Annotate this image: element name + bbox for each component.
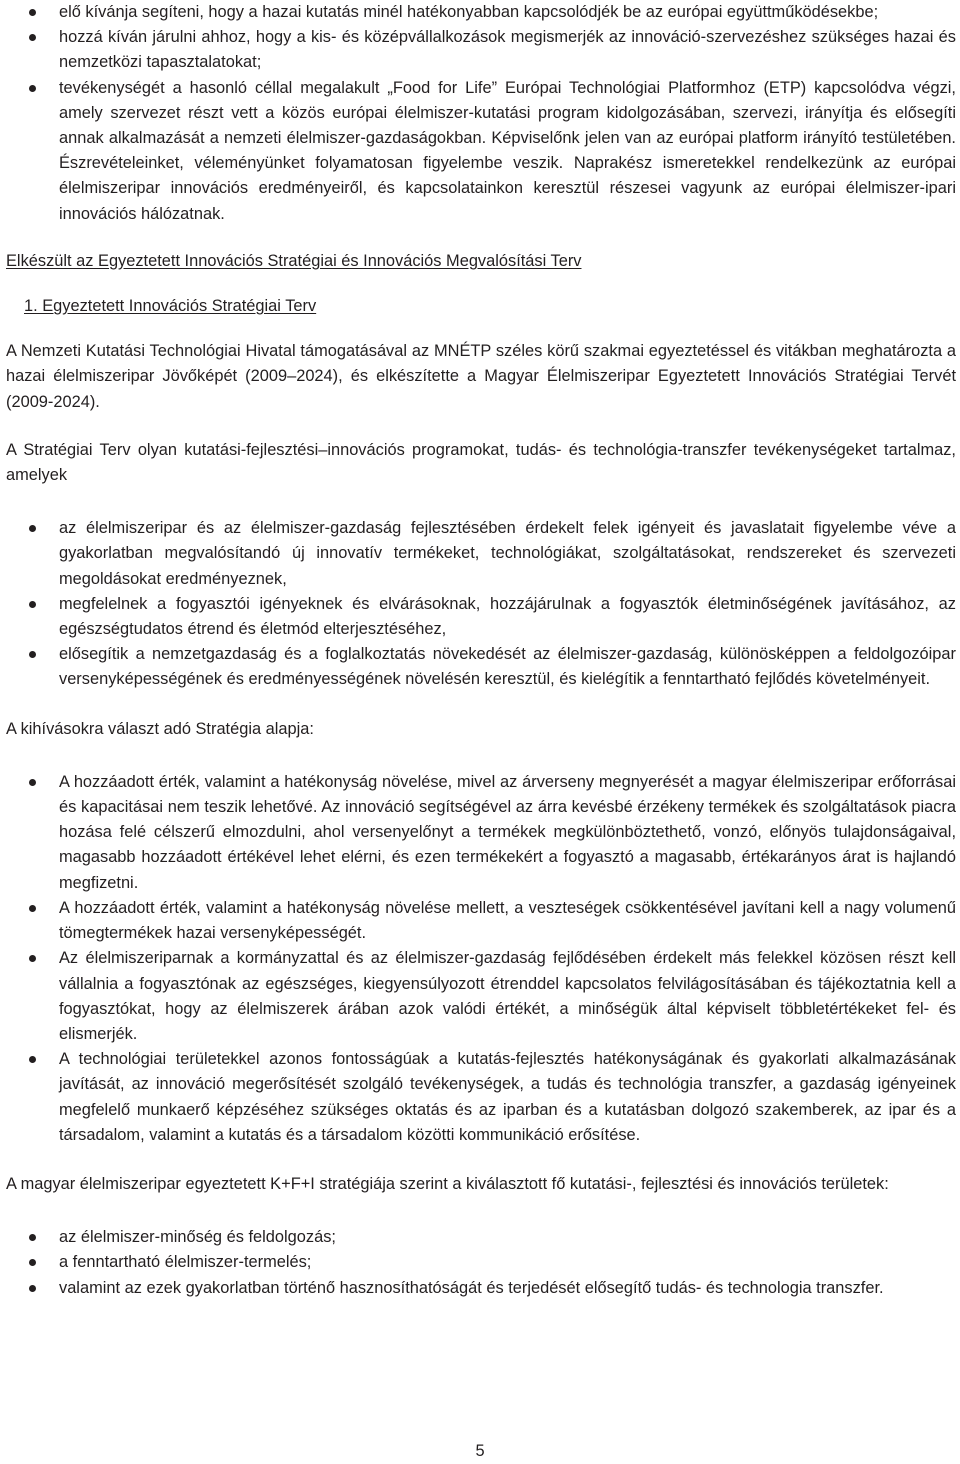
list-item: A hozzáadott érték, valamint a hatékonyság növelése, mivel az árverseny megnyerését a magyar élelmiszeripar erőforrásai és kapacitásai nem teszik lehetővé. Az innováció segítségével az árra kevésbé érzékeny termékek és szolgáltatások piacra hozása felé célszerű elmozdulni, ahol versenyelőnyt a termékek megkülönböztethető, vonzó, előnyös tulajdonságaival, magasabb hozzáadott értékével lehet elérni, és ezen termékekért a fogyasztó a magasabb, értékarányos árat is hajlandó megfizetni.	[6, 770, 956, 896]
list-item: A hozzáadott érték, valamint a hatékonyság növelése mellett, a veszteségek csökkentésével javítani kell a nagy volumenű tömegtermékek hazai versenyképességét.	[6, 896, 956, 946]
list-item: megfelelnek a fogyasztói igényeknek és elvárásoknak, hozzájárulnak a fogyasztók életminőségének javításához, az egészségtudatos étrend és életmód elterjesztéséhez,	[6, 592, 956, 642]
top-bullet-list	[6, 0, 956, 227]
page-number: 5	[475, 1442, 485, 1460]
list-item: A technológiai területekkel azonos fontosságúak a kutatás-fejlesztés hatékonyságának és gyakorlati alkalmazásának javítását, az innováció megerősítését szolgáló tevékenységek, a tudás és technológia transzfer, a gazdaság igényeinek megfelelő munkaerő képzéséhez szükséges oktatás és az iparban és a kutatásban dolgozó szakemberek, az ipar és a társadalom, valamint a kutatás és a társadalom közötti kommunikáció erősítése.	[6, 1047, 956, 1148]
list-item: tevékenységét a hasonló céllal megalakult „Food for Life” Európai Technológiai Platformhoz (ETP) kapcsolódva végzi, amely szervezet részt vett a közös európai élelmiszer-kutatási program kidolgozásában, szervezi, irányítja és elősegíti annak alkalmazását a nemzeti élelmiszer-gazdaságokban. Képviselőnk jelen van az európai platform irányító testületében. Észrevételeinket, véleményünket folyamatosan figyelembe veszik. Naprakész ismeretekkel rendelkezünk az európai élelmiszeripar innovációs eredményeiről, és kapcsolatainkon keresztül részesei vagyunk az európai élelmiszer-ipari innovációs hálózatnak.	[6, 76, 956, 227]
paragraph-strategy: A Stratégiai Terv olyan kutatási-fejlesztési–innovációs programokat, tudás- és technológia-transzfer tevékenységeket tartalmaz, amelyek	[6, 440, 956, 485]
list-item: elő kívánja segíteni, hogy a hazai kutatás minél hatékonyabban kapcsolódjék be az európai együttműködésekbe;	[6, 0, 956, 25]
list-item: hozzá kíván járulni ahhoz, hogy a kis- és középvállalkozások megismerjék az innováció-szervezéshez szükséges hazai és nemzetközi tapasztalatokat;	[6, 25, 956, 75]
basis-bullet-list	[6, 770, 956, 1148]
paragraph-research-areas: A magyar élelmiszeripar egyeztetett K+F+I stratégiája szerint a kiválasztott fő kutatási-, fejlesztési és innovációs területek:	[6, 1174, 889, 1193]
list-item: elősegítik a nemzetgazdaság és a foglalkoztatás növekedését az élelmiszer-gazdaság, különösképpen a feldolgozóipar versenyképességének és eredményességének növelésén keresztül, és kielégítik a fenntartható fejlődés követelményeit.	[6, 642, 956, 692]
document-page	[6, 0, 956, 1301]
section-heading: Elkészült az Egyeztetett Innovációs Stratégiai és Innovációs Megvalósítási Terv	[6, 251, 582, 270]
list-item: az élelmiszeripar és az élelmiszer-gazdaság fejlesztésében érdekelt felek igényeit és javaslatait figyelembe véve a gyakorlatban megvalósítandó új innovatív termékeket, technológiákat, szolgáltatásokat, rendszereket és szervezeti megoldásokat eredményeznek,	[6, 516, 956, 592]
strategy-bullet-list	[6, 516, 956, 692]
paragraph-intro: A Nemzeti Kutatási Technológiai Hivatal támogatásával az MNÉTP széles körű szakmai egyeztetéssel és vitákban meghatározta a hazai élelmiszeripar Jövőképét (2009–2024), és elkészítette a Magyar Élelmiszeripar Egyeztetett Innovációs Stratégiai Tervét (2009-2024).	[6, 342, 956, 411]
subsection-heading: 1. Egyeztetett Innovációs Stratégiai Terv	[24, 297, 317, 316]
research-areas-bullet-list	[6, 1225, 956, 1301]
paragraph-basis: A kihívásokra választ adó Stratégia alapja:	[6, 719, 314, 738]
list-item: a fenntartható élelmiszer-termelés;	[6, 1250, 956, 1275]
list-item: valamint az ezek gyakorlatban történő hasznosíthatóságát és terjedését elősegítő tudás- és technologia transzfer.	[6, 1276, 956, 1301]
list-item: az élelmiszer-minőség és feldolgozás;	[6, 1225, 956, 1250]
list-item: Az élelmiszeriparnak a kormányzattal és az élelmiszer-gazdaság fejlődésében érdekelt más felekkel közösen részt kell vállalnia a fogyasztónak az egészséges, kiegyensúlyozott étrenddel kapcsolatos felvilágosításában és tájékoztatnia kell a fogyasztókat, hogy az élelmiszerek árában azok valódi értékét, a minőségük által képviselt többletértékeket fel- és elismerjék.	[6, 946, 956, 1047]
